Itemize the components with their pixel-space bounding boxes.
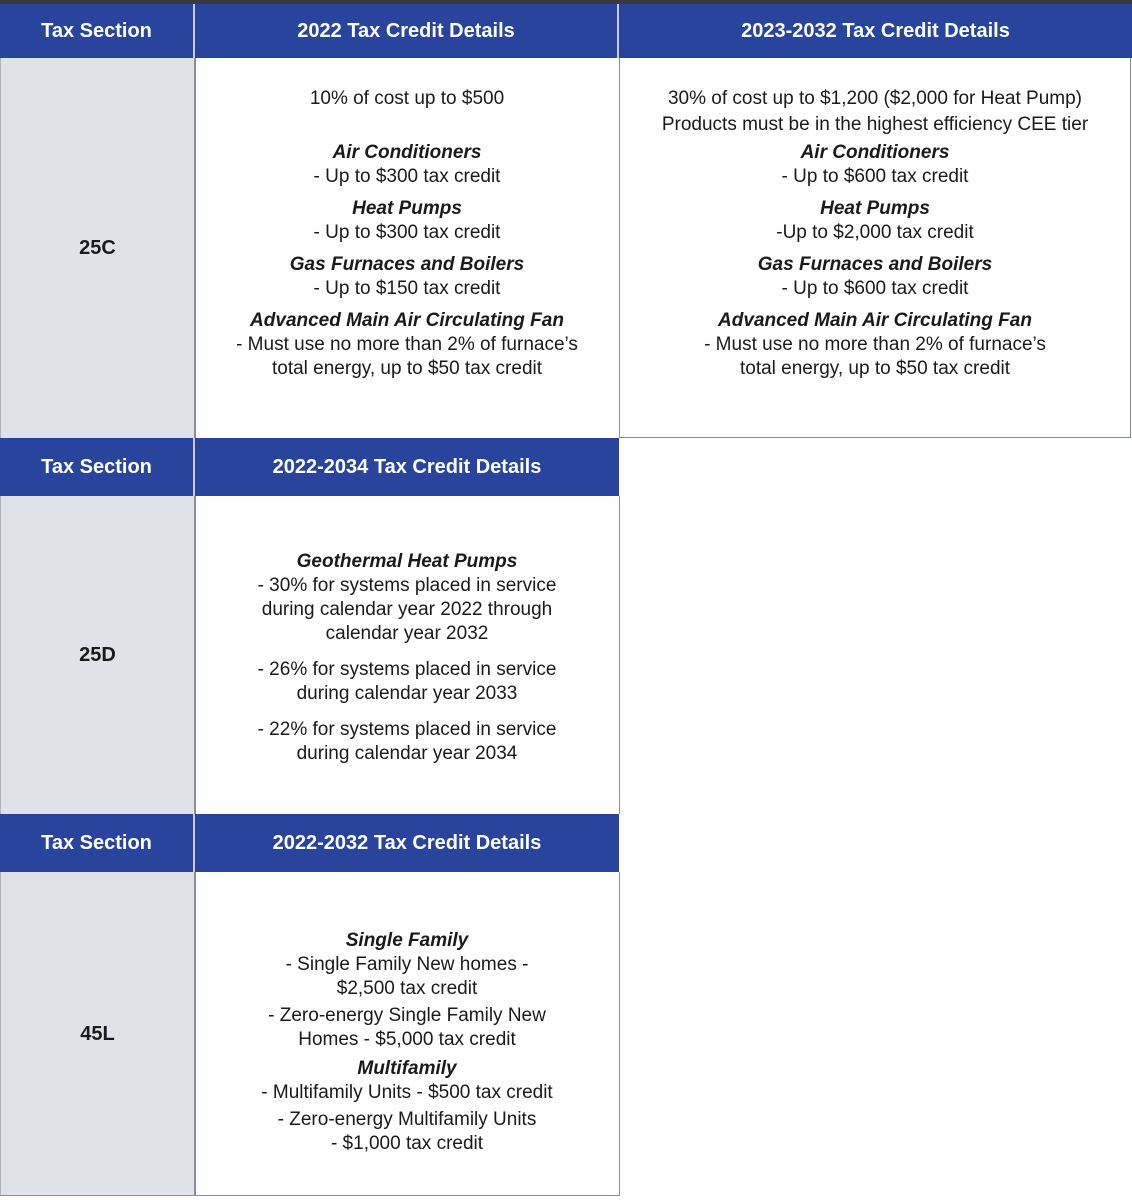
credit-item (619, 141, 1131, 189)
column-header (195, 438, 619, 496)
item-line: - 22% for systems placed in service (257, 719, 557, 740)
item-line: - $1,000 tax credit (330, 1133, 484, 1154)
cell-border (619, 872, 620, 1196)
tax-section-code (0, 496, 195, 814)
item-title: Advanced Main Air Circulating Fan (718, 310, 1032, 331)
cell-border (195, 58, 196, 438)
item-line: - Zero-energy Single Family New (268, 1005, 546, 1026)
credit-details-cell (619, 58, 1131, 438)
section-code: 45L (80, 1022, 115, 1045)
item-line: - Must use no more than 2% of furnace’s (704, 334, 1046, 355)
header-label: Tax Section (41, 455, 152, 478)
intro-text (619, 87, 1131, 137)
intro-line: 30% of cost up to $1,200 ($2,000 for Heat Pump) (667, 88, 1083, 109)
header-label: Tax Section (41, 831, 152, 854)
item-line: total energy, up to $50 tax credit (739, 358, 1011, 379)
column-header (619, 4, 1132, 58)
item-title: Single Family (345, 930, 469, 951)
credit-item (195, 1108, 619, 1156)
cell-border (619, 58, 620, 438)
item-line: - Single Family New homes - (285, 954, 529, 975)
cell-border (619, 437, 1131, 438)
column-header (195, 814, 619, 872)
credit-item (195, 1057, 619, 1105)
intro-text (195, 87, 619, 111)
credit-item (195, 718, 619, 766)
item-line: during calendar year 2033 (296, 683, 518, 704)
item-title: Advanced Main Air Circulating Fan (250, 310, 564, 331)
item-title: Multifamily (357, 1058, 457, 1079)
column-title: 2022-2034 Tax Credit Details (272, 455, 542, 478)
cell-border (0, 1195, 620, 1196)
item-line: Homes - $5,000 tax credit (298, 1029, 516, 1050)
item-line: - Up to $300 tax credit (313, 222, 501, 243)
credit-item (195, 197, 619, 245)
item-line: $2,500 tax credit (336, 978, 478, 999)
credit-details-cell (195, 872, 619, 1196)
column-title: 2023-2032 Tax Credit Details (741, 19, 1010, 42)
credit-item (195, 141, 619, 189)
tax-section-header (0, 4, 195, 58)
section-code: 25C (79, 236, 116, 259)
item-line: - Zero-energy Multifamily Units (277, 1109, 537, 1130)
credit-item (195, 929, 619, 1001)
item-line: calendar year 2032 (325, 623, 489, 644)
header-label: Tax Section (41, 19, 152, 42)
item-line: - 30% for systems placed in service (257, 575, 557, 596)
credit-item (195, 309, 619, 381)
item-line: - Multifamily Units - $500 tax credit (261, 1082, 553, 1103)
section-code: 25D (79, 643, 116, 666)
item-line: - Up to $300 tax credit (313, 166, 501, 187)
credit-item (619, 253, 1131, 301)
item-line: - Up to $600 tax credit (781, 166, 969, 187)
tax-section-header (0, 438, 195, 496)
item-line: -Up to $2,000 tax credit (776, 222, 974, 243)
credit-item (195, 253, 619, 301)
credit-details-cell (195, 58, 619, 438)
item-line: during calendar year 2022 through (261, 599, 553, 620)
item-title: Air Conditioners (800, 142, 950, 163)
tax-section-code (0, 872, 195, 1196)
cell-border (619, 496, 620, 814)
item-title: Geothermal Heat Pumps (296, 551, 518, 572)
credit-details-cell (195, 496, 619, 814)
intro-line: Products must be in the highest efficiency CEE tier (661, 114, 1089, 135)
cell-border (195, 872, 196, 1196)
item-line: - Must use no more than 2% of furnace’s (236, 334, 578, 355)
intro-line: 10% of cost up to $500 (309, 88, 505, 109)
column-title: 2022 Tax Credit Details (297, 19, 515, 42)
cell-border (195, 496, 196, 814)
item-title: Air Conditioners (332, 142, 482, 163)
item-title: Heat Pumps (820, 198, 930, 219)
credit-item (195, 1004, 619, 1052)
item-line: - Up to $150 tax credit (313, 278, 501, 299)
column-header (195, 4, 619, 58)
column-title: 2022-2032 Tax Credit Details (272, 831, 542, 854)
item-title: Gas Furnaces and Boilers (289, 254, 525, 275)
credit-item (619, 197, 1131, 245)
item-title: Heat Pumps (352, 198, 462, 219)
credit-item (619, 309, 1131, 381)
item-line: during calendar year 2034 (296, 743, 518, 764)
item-title: Gas Furnaces and Boilers (757, 254, 993, 275)
tax-section-header (0, 814, 195, 872)
tax-section-code (0, 58, 195, 438)
item-line: total energy, up to $50 tax credit (271, 358, 543, 379)
credit-item (195, 550, 619, 646)
credit-item (195, 658, 619, 706)
item-line: - 26% for systems placed in service (257, 659, 557, 680)
item-line: - Up to $600 tax credit (781, 278, 969, 299)
cell-border (1130, 58, 1131, 438)
